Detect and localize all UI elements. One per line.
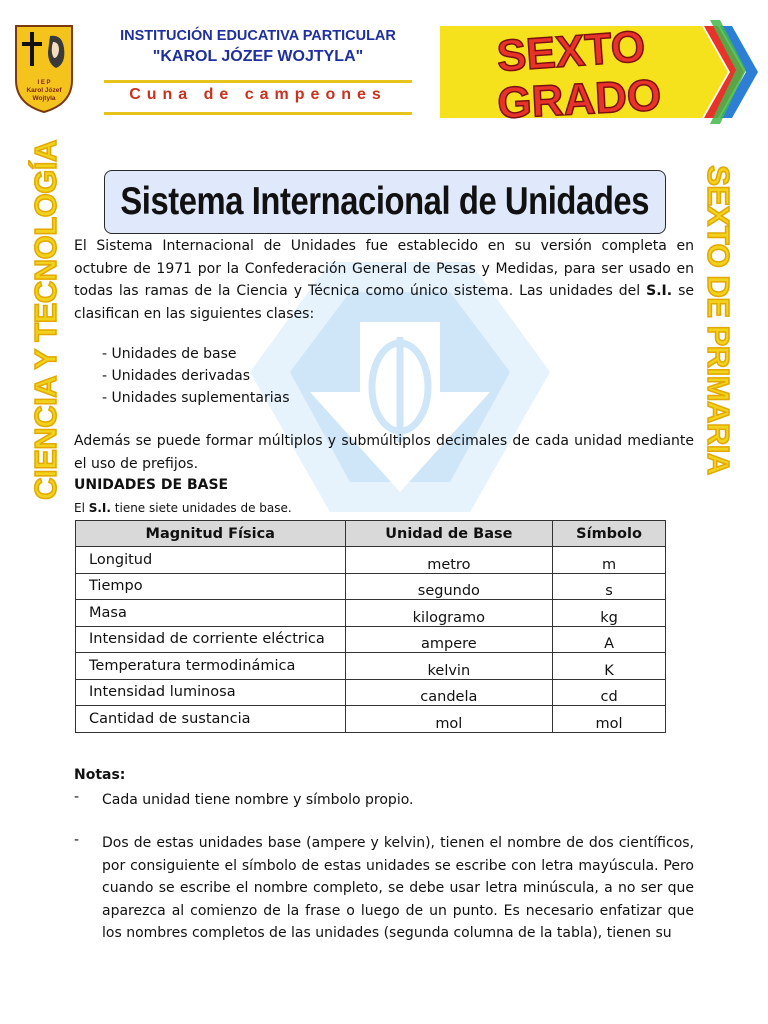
table-row [76,626,666,653]
table-row [76,706,666,733]
intro-text-end: se clasifican en las siguientes clases: [74,283,695,322]
table-row [76,653,666,680]
school-logo [12,22,76,114]
side-label-grade: SEXTO DE PRIMARIA [701,165,736,475]
table-cell: ampere [345,626,553,653]
section-heading: UNIDADES DE BASE [74,477,229,493]
table-row [76,600,666,627]
notes-heading: Notas: [74,767,126,783]
grade-banner [440,12,760,130]
institution-heading [104,28,412,67]
note-item: Cada unidad tiene nombre y símbolo propio. [102,792,414,808]
table-cell: kelvin [345,653,553,680]
table-cell: metro [345,547,553,574]
institution-name: INSTITUCIÓN EDUCATIVA PARTICULAR [120,28,396,44]
table-cell: mol [345,706,553,733]
header-rule-top [104,80,412,83]
list-item: - Unidades suplementarias [102,390,290,406]
intro-paragraph [74,235,694,325]
table-cell: K [553,653,666,680]
unit-class-list [102,343,290,409]
list-item: - Unidades de base [102,346,237,362]
list-item: - Unidades derivadas [102,368,250,384]
table-row [76,547,666,574]
table-cell: m [553,547,666,574]
table-cell: Masa [76,600,346,627]
table-cell: s [553,573,666,600]
page-title: Sistema Internacional de Unidades [120,180,650,223]
table-cell: kg [553,600,666,627]
table-header-row [76,521,666,547]
side-label-subject: CIENCIA Y TECNOLOGÍA [28,140,63,500]
table-cell: kilogramo [345,600,553,627]
table-cell: Tiempo [76,573,346,600]
note-item: Dos de estas unidades base (ampere y kelvin), tienen el nombre de dos científicos, por consiguiente el símbolo de estas unidades se escribe con letra mayúscula. Pero cuando se escribe el nombre completo, se debe usar letra minúscula, a no ser que aparezca al comienzo de la frase o luego de un punto. Es necesario enfatizar que los nombres completos de las unidades (segunda columna de la tabla), tienen su [102,835,694,941]
column-header: Magnitud Física [76,521,346,547]
base-units-table [75,520,666,733]
table-cell: mol [553,706,666,733]
intro-si: S.I. [646,283,673,299]
title-box [104,170,666,234]
logo-line-3: Wojtyla [32,95,56,102]
logo-line-1: I E P [37,80,51,86]
grade-word-1: SEXTO [495,21,647,82]
intro-text: El Sistema Internacional de Unidades fue establecido en su versión completa en octubre de 1971 por la Confederación General de Pesas y Medidas, para ser usado en todas las ramas de la Ciencia y Técnica como único sistema. Las unidades del [74,238,694,299]
column-header: Unidad de Base [345,521,553,547]
table-cell: A [553,626,666,653]
table-cell: cd [553,679,666,706]
table-cell: Intensidad luminosa [76,679,346,706]
grade-word-2: GRADO [496,70,663,129]
header-rule-bottom [104,112,412,115]
note-bullet: - [74,789,80,805]
table-cell: Intensidad de corriente eléctrica [76,626,346,653]
column-header: Símbolo [553,521,666,547]
table-cell: Cantidad de sustancia [76,706,346,733]
motto: Cuna de campeones [129,86,387,103]
table-row [76,573,666,600]
section-subtext: El S.I. tiene siete unidades de base. [74,501,292,515]
table-cell: segundo [345,573,553,600]
table-cell: Temperatura termodinámica [76,653,346,680]
section-si: S.I. [88,501,111,515]
table-cell: Longitud [76,547,346,574]
prefix-paragraph: Además se puede formar múltiplos y submúltiplos decimales de cada unidad mediante el uso de prefijos. [74,433,694,472]
table-row [76,679,666,706]
note-bullet: - [74,832,80,848]
logo-line-2: Karol Józef [26,87,62,94]
table-cell: candela [345,679,553,706]
institution-subname: "KAROL JÓZEF WOJTYLA" [152,48,364,65]
